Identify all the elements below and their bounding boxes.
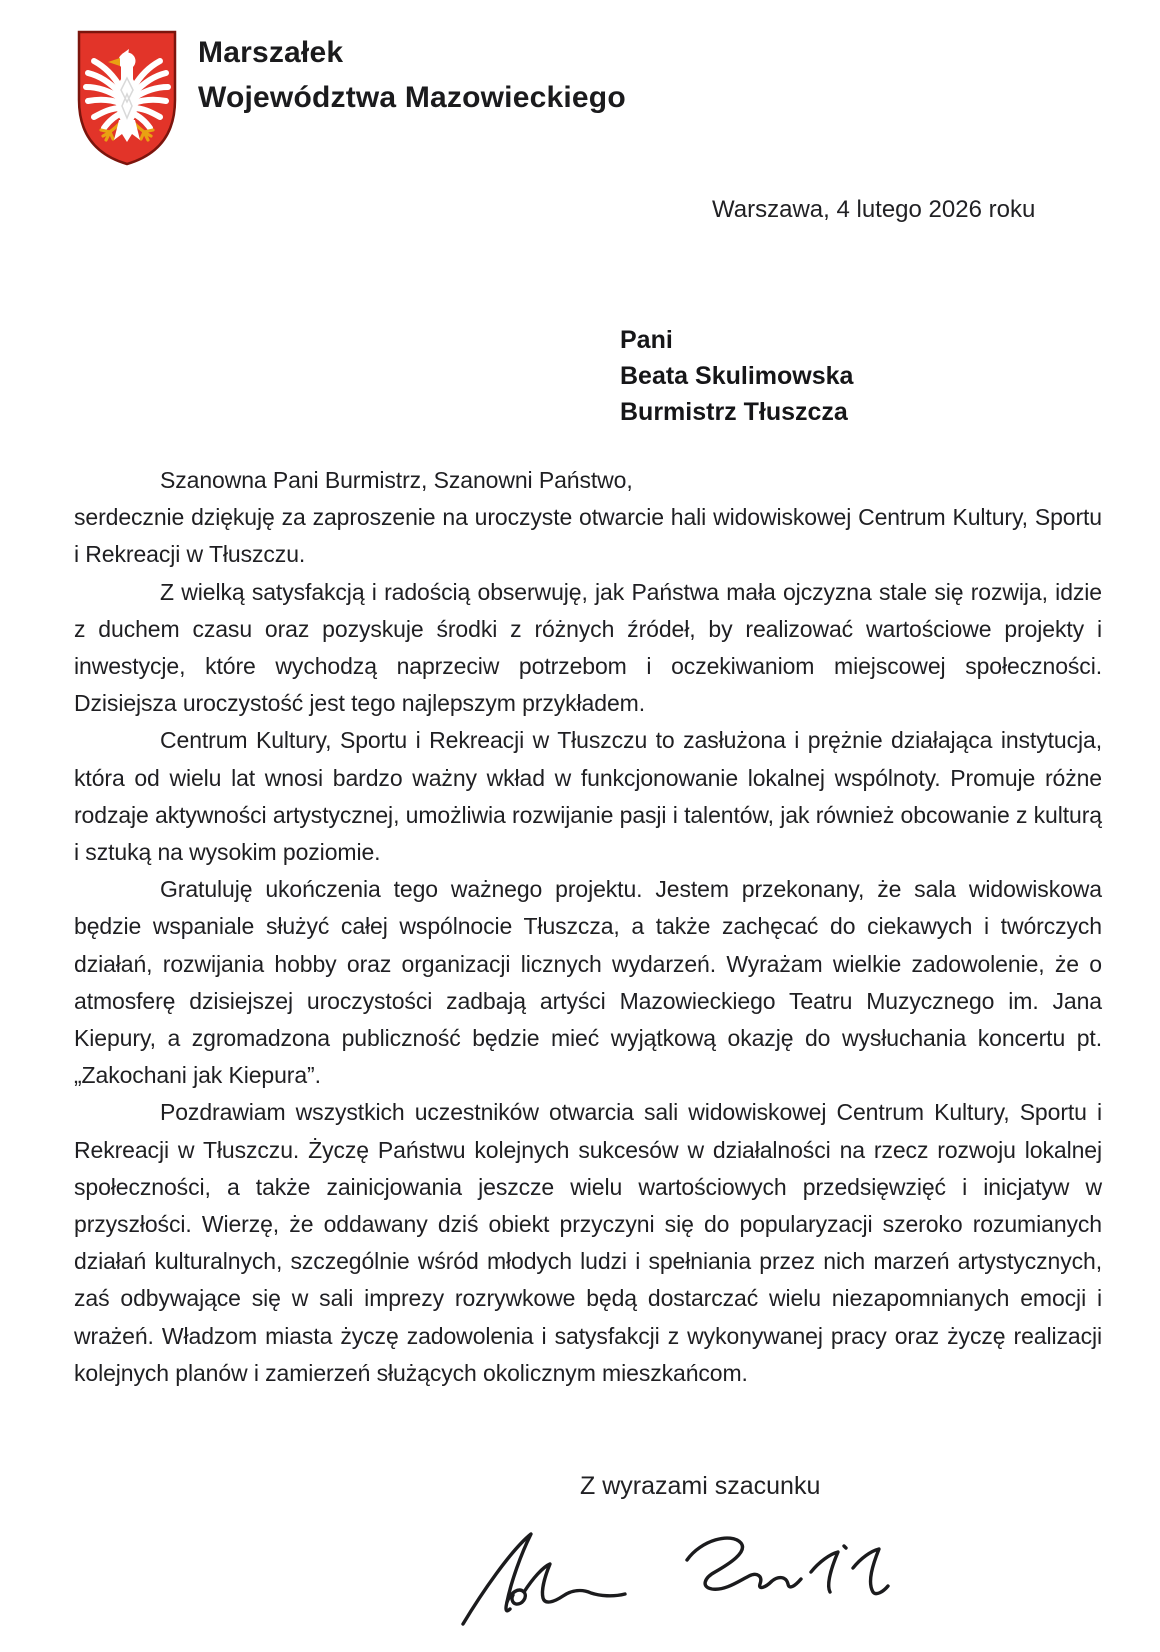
letter-body — [74, 462, 1102, 1392]
paragraph-congratulations: Gratuluję ukończenia tego ważnego projektu. Jestem przekonany, że sala widowiskowa będzie wspaniale służyć całej wspólnocie Tłuszcza, a także zachęcać do ciekawych i twórczych działań, rozwijania hobby oraz organizacji licznych wydarzeń. Wyrażam wielkie zadowolenie, że o atmosferę dzisiejszej uroczystości zadbają artyści Mazowieckiego Teatru Muzycznego im. Jana Kiepury, a zgromadzona publiczność będzie mieć wyjątkową okazję do wysłuchania koncertu pt. „Zakochani jak Kiepura”. — [74, 876, 1102, 1089]
addressee-title: Burmistrz Tłuszcza — [620, 398, 848, 426]
closing-phrase: Z wyrazami szacunku — [580, 1472, 821, 1500]
mazovia-coat-of-arms-icon — [75, 28, 179, 168]
dateline: Warszawa, 4 lutego 2026 roku — [712, 196, 1036, 223]
letterhead-title-line1: Marszałek — [198, 36, 344, 69]
paragraph-satisfaction: Z wielką satysfakcją i radością obserwuję, jak Państwa mała ojczyzna stale się rozwija, idzie z duchem czasu oraz pozyskuje środki z różnych źródeł, by realizować wartościowe projekty i inwestycje, które wychodzą naprzeciw potrzebom i oczekiwaniom miejscowej społeczności. Dzisiejsza uroczystość jest tego najlepszym przykładem. — [74, 578, 1102, 717]
paragraph-greetings: Pozdrawiam wszystkich uczestników otwarcia sali widowiskowej Centrum Kultury, Sportu i Rekreacji w Tłuszczu. Życzę Państwu kolejnych sukcesów w działalności na rzecz rozwoju lokalnej społeczności, a także zainicjowania jeszcze wielu wartościowych przedsięwzięć i inicjatyw w przyszłości. Wierzę, że oddawany dziś obiekt przyczyni się do popularyzacji szeroko rozumianych działań kulturalnych, szczególnie wśród młodych ludzi i spełniania przez nich marzeń artystycznych, zaś odbywające się w sali imprezy rozrywkowe będą dostarczać wielu niezapomnianych emocji i wrażeń. Władzom miasta życzę zadowolenia i satysfakcji z wykonywanej pracy oraz życzę realizacji kolejnych planów i zamierzeń służących okolicznym mieszkańcom. — [74, 1099, 1102, 1386]
addressee-block — [620, 322, 853, 430]
letterhead — [198, 30, 626, 120]
paragraph-salutation: Szanowna Pani Burmistrz, Szanowni Państwo, — [160, 467, 633, 493]
paragraph-thanks: serdecznie dziękuję za zaproszenie na uroczyste otwarcie hali widowiskowej Centrum Kultury, Sportu i Rekreacji w Tłuszczu. — [74, 504, 1102, 568]
addressee-name: Beata Skulimowska — [620, 362, 854, 390]
addressee-salutation: Pani — [620, 326, 673, 354]
paragraph-centrum: Centrum Kultury, Sportu i Rekreacji w Tłuszczu to zasłużona i prężnie działająca instytucja, która od wielu lat wnosi bardzo ważny wkład w funkcjonowanie lokalnej wspólnoty. Promuje różne rodzaje aktywności artystycznej, umożliwia rozwijanie pasji i talentów, jak również obcowanie z kulturą i sztuką na wysokim poziomie. — [74, 727, 1102, 866]
letterhead-title-line2: Województwa Mazowieckiego — [198, 81, 626, 114]
handwritten-signature — [455, 1524, 895, 1639]
